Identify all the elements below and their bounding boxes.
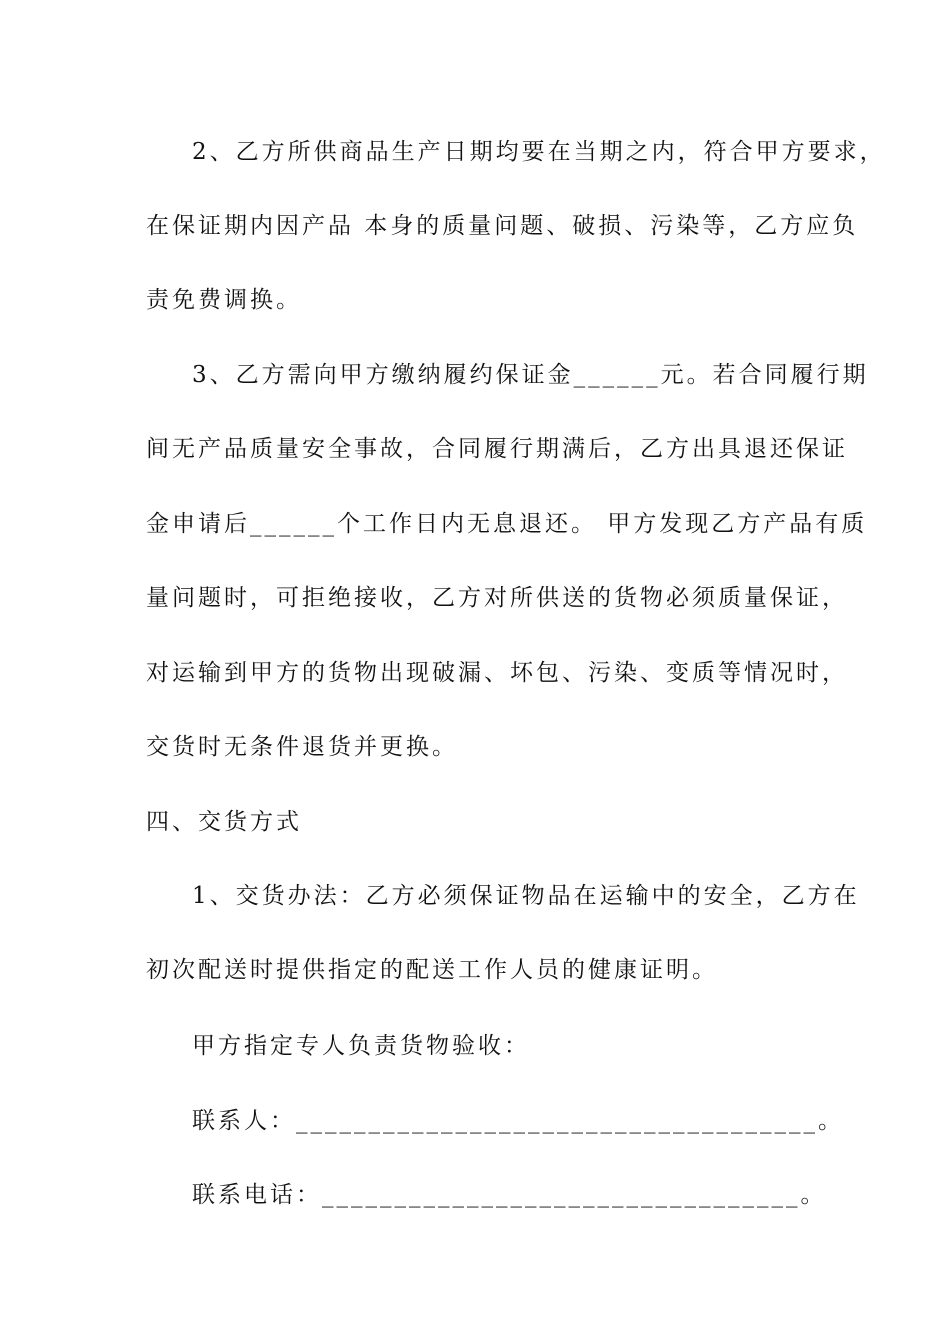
delivery-clause-1-line-1: 1、交货办法：乙方必须保证物品在运输中的安全，乙方在 xyxy=(192,883,860,909)
section-heading-delivery: 四、交货方式 xyxy=(146,809,302,835)
clause-3-line-6: 交货时无条件退货并更换。 xyxy=(146,734,458,760)
clause-3-line-4: 量问题时，可拒绝接收，乙方对所供送的货物必须质量保证， xyxy=(146,585,848,611)
delivery-clause-1-line-2: 初次配送时提供指定的配送工作人员的健康证明。 xyxy=(146,957,718,983)
clause-2-line-1: 2、乙方所供商品生产日期均要在当期之内，符合甲方要求， xyxy=(192,139,886,165)
acceptance-note: 甲方指定专人负责货物验收： xyxy=(192,1033,530,1059)
clause-3-line-3: 金申请后______个工作日内无息退还。 甲方发现乙方产品有质 xyxy=(146,511,868,537)
clause-3-line-5: 对运输到甲方的货物出现破漏、坏包、污染、变质等情况时， xyxy=(146,660,848,686)
clause-3-line-1: 3、乙方需向甲方缴纳履约保证金______元。若合同履行期 xyxy=(192,362,869,388)
clause-3-line-2: 间无产品质量安全事故，合同履行期满后，乙方出具退还保证 xyxy=(146,436,848,462)
contact-person-field: 联系人：____________________________________。 xyxy=(192,1108,844,1134)
clause-2-line-2: 在保证期内因产品 本身的质量问题、破损、污染等，乙方应负 xyxy=(146,213,859,239)
contact-phone-field: 联系电话：_________________________________。 xyxy=(192,1182,827,1208)
clause-2-line-3: 责免费调换。 xyxy=(146,287,302,313)
